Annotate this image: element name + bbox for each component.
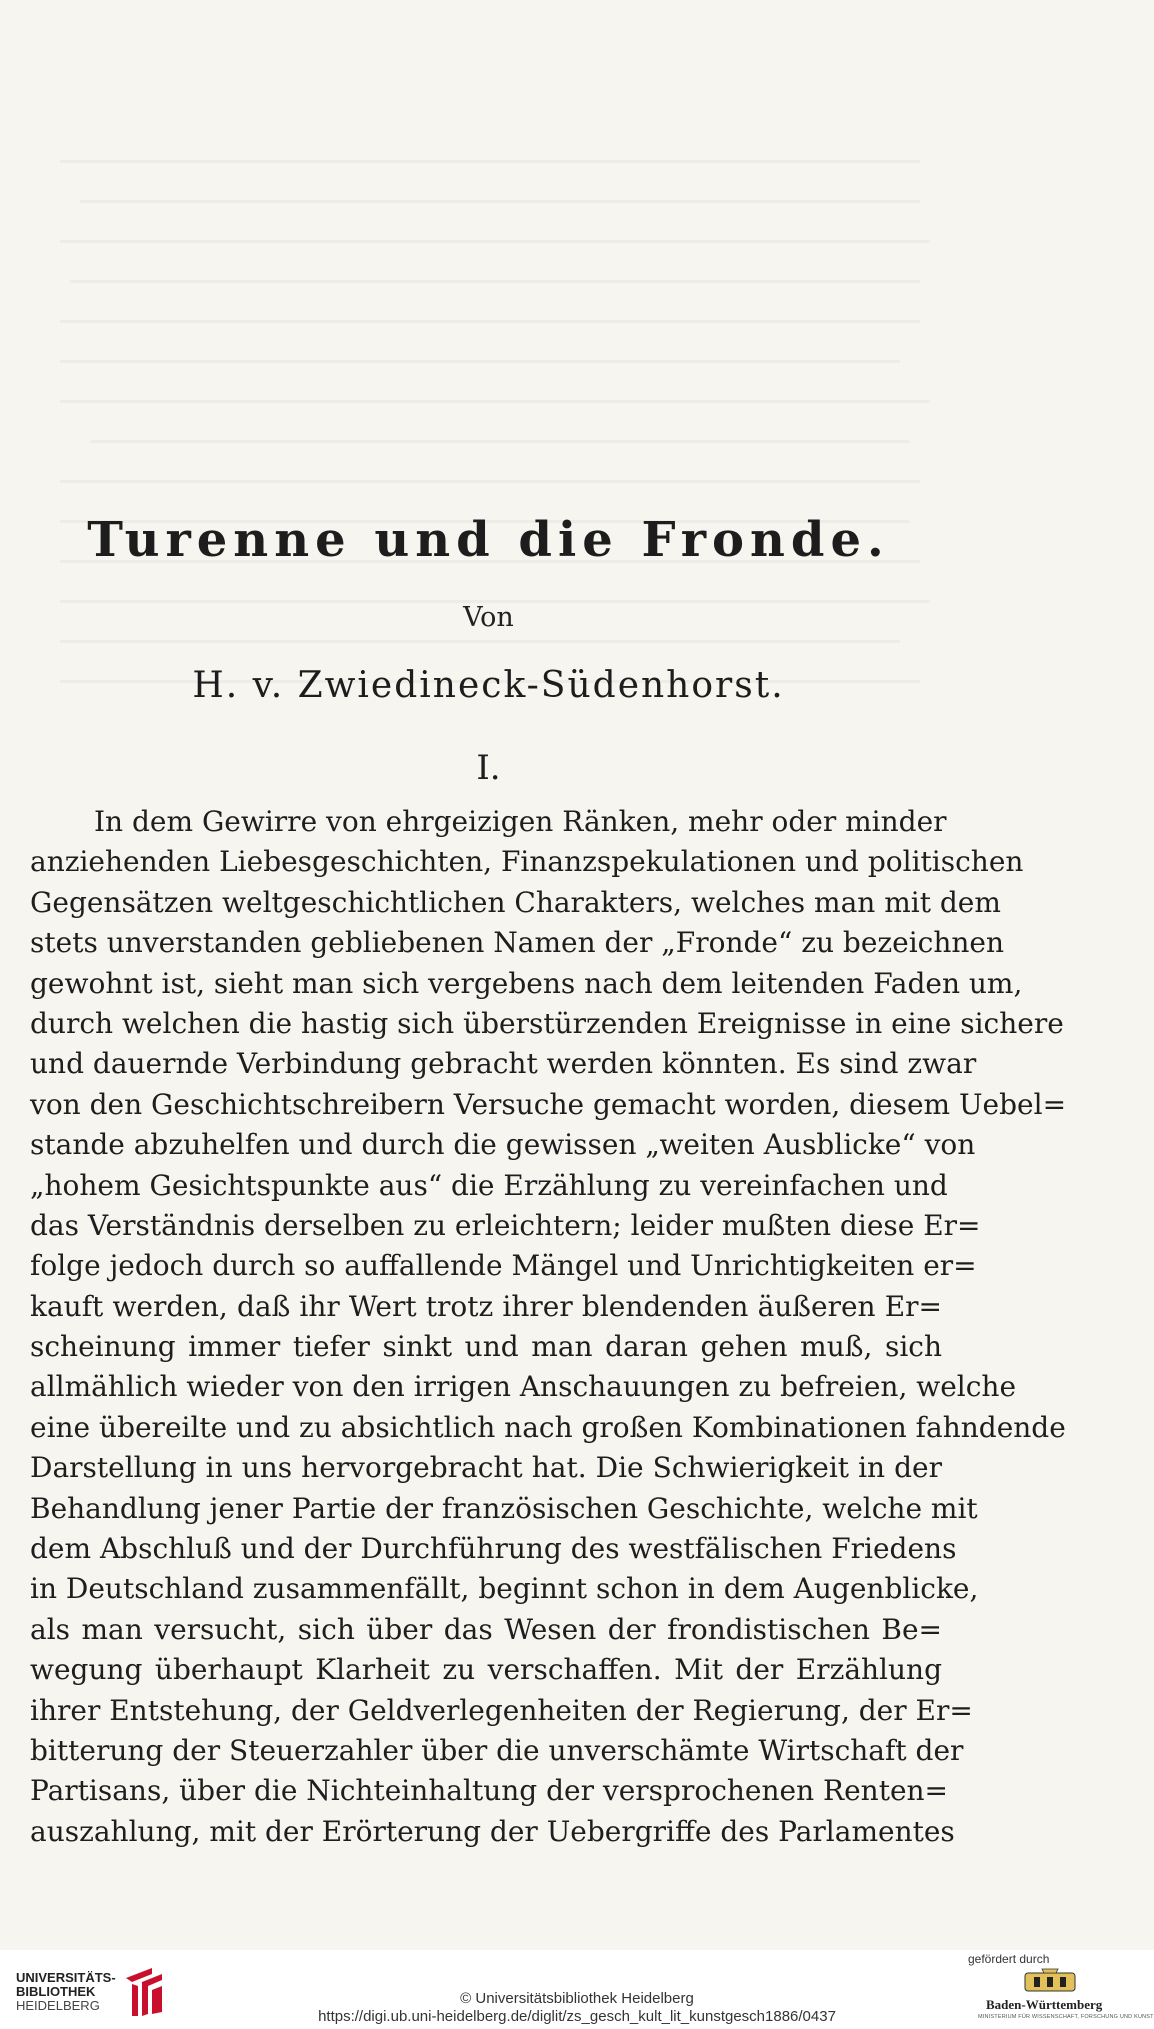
- text-line: stande abzuhelfen und durch die gewissen „weiten Ausblicke“ von: [30, 1128, 976, 1162]
- text-line: anziehenden Liebesgeschichten, Finanzspekulationen und politischen: [30, 845, 1024, 879]
- text-line: Partisans, über die Nichteinhaltung der versprochenen Renten=: [30, 1774, 949, 1808]
- funder-name: Baden-Württemberg: [986, 1997, 1103, 2012]
- text-line: und dauernde Verbindung gebracht werden könnten. Es sind zwar: [30, 1047, 977, 1081]
- text-line: folge jedoch durch so auffallende Mängel und Unrichtigkeiten er=: [30, 1249, 977, 1283]
- article-author: H. v. Zwiedineck-Südenhorst.: [192, 665, 785, 706]
- library-name-line: BIBLIOTHEK: [16, 1984, 96, 1999]
- text-line: das Verständnis derselben zu erleichtern; leider mußten diese Er=: [30, 1208, 981, 1242]
- text-line: in Deutschland zusammenfällt, beginnt schon in dem Augenblicke,: [30, 1572, 979, 1606]
- funder-label: gefördert durch: [968, 1952, 1050, 1966]
- body-text: [30, 802, 1067, 1852]
- text-line: von den Geschichtschreibern Versuche gemacht worden, diesem Uebel=: [30, 1087, 1067, 1121]
- text-line: allmählich wieder von den irrigen Anschauungen zu befreien, welche: [30, 1370, 1017, 1404]
- article-title: Turenne und die Fronde.: [87, 512, 890, 568]
- library-name-line: HEIDELBERG: [16, 1998, 100, 2013]
- text-line: gewohnt ist, sieht man sich vergebens nach dem leitenden Faden um,: [30, 966, 1023, 1000]
- text-line: stets unverstanden gebliebenen Namen der „Fronde“ zu bezeichnen: [30, 926, 1005, 960]
- text-line: In dem Gewirre von ehrgeizigen Ränken, mehr oder minder: [94, 805, 947, 838]
- text-line: als man versucht, sich über das Wesen der frondistischen Be=: [30, 1612, 942, 1646]
- text-line: „hohem Gesichtspunkte aus“ die Erzählung zu vereinfachen und: [30, 1168, 948, 1202]
- footer: [0, 1950, 1154, 2029]
- text-line: ihrer Entstehung, der Geldverlegenheiten der Regierung, der Er=: [30, 1693, 973, 1727]
- section-number: I.: [476, 748, 501, 788]
- text-line: kauft werden, daß ihr Wert trotz ihrer blendenden äußeren Er=: [30, 1289, 942, 1323]
- bleed-through-text: [60, 160, 960, 720]
- baden-wuerttemberg-crest-icon: [1024, 1968, 1076, 1992]
- text-line: scheinung immer tiefer sinkt und man daran gehen muß, sich: [30, 1330, 942, 1364]
- byline-prefix: Von: [463, 602, 514, 633]
- funder-ministry: MINISTERIUM FÜR WISSENSCHAFT, FORSCHUNG UND KUNST: [978, 2014, 1154, 2020]
- library-name-line: UNIVERSITÄTS-: [16, 1970, 116, 1985]
- text-line: eine übereilte und zu absichtlich nach großen Kombinationen fahndende: [30, 1410, 1066, 1444]
- text-line: Behandlung jener Partie der französischen Geschichte, welche mit: [30, 1491, 978, 1525]
- text-line: wegung überhaupt Klarheit zu verschaffen. Mit der Erzählung: [30, 1653, 942, 1687]
- text-line: bitterung der Steuerzahler über die unverschämte Wirtschaft der: [30, 1733, 964, 1767]
- text-line: Gegensätzen weltgeschichtlichen Charakters, welches man mit dem: [30, 885, 1001, 919]
- text-line: dem Abschluß und der Durchführung des westfälischen Friedens: [30, 1532, 957, 1566]
- permalink[interactable]: https://digi.ub.uni-heidelberg.de/diglit/zs_gesch_kult_lit_kunstgesch1886/0437: [318, 2008, 836, 2025]
- text-line: Darstellung in uns hervorgebracht hat. Die Schwierigkeit in der: [30, 1451, 942, 1485]
- text-line: durch welchen die hastig sich überstürzenden Ereignisse in eine sichere: [30, 1006, 1064, 1040]
- text-line: auszahlung, mit der Erörterung der Uebergriffe des Parlamentes: [30, 1814, 955, 1848]
- copyright-notice: © Universitätsbibliothek Heidelberg: [460, 1990, 694, 2007]
